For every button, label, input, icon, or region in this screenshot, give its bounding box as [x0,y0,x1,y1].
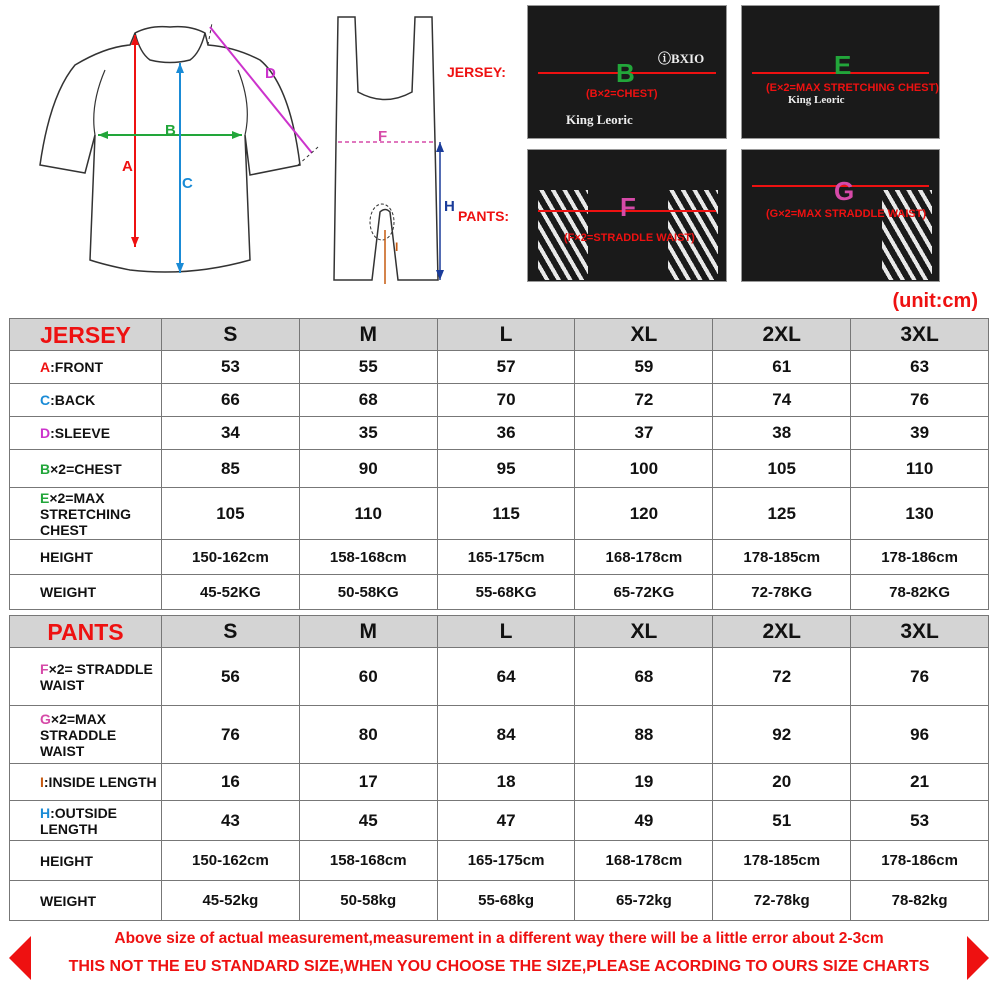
table-cell: 50-58kg [299,881,437,921]
measure-label: ×2= STRADDLE WAIST [40,660,153,693]
letter-i-label: I [395,240,399,254]
table-cell: 90 [299,450,437,488]
row-label [10,648,162,706]
size-header-l: L [437,616,575,648]
measure-key: I [40,774,44,790]
table-cell: 53 [851,801,989,841]
table-cell: 66 [162,384,300,417]
photo-letter-e: E [834,50,852,80]
pants-waist-photo [527,149,727,282]
table-cell: 76 [162,706,300,764]
measure-label: :INSIDE LENGTH [43,774,157,790]
table-row [10,450,989,488]
table-cell: 55-68KG [437,575,575,610]
table-cell: 50-58KG [299,575,437,610]
table-row [10,764,989,801]
row-label [10,801,162,841]
unit-label: (unit:cm) [892,290,978,312]
table-cell: 78-82KG [851,575,989,610]
row-label [10,841,162,881]
table-row [10,417,989,450]
jersey-outline-illustration [30,15,320,285]
jersey-header-row [10,319,989,351]
size-header-s: S [162,616,300,648]
table-cell: 65-72KG [575,575,713,610]
bib-outline-illustration [330,12,470,287]
table-cell: 72-78kg [713,881,851,921]
photo-caption-max-waist: (G×2=MAX STRADDLE WAIST) [766,208,927,220]
table-cell: 158-168cm [299,540,437,575]
table-cell: 150-162cm [162,540,300,575]
table-cell: 59 [575,351,713,384]
table-cell: 178-186cm [851,841,989,881]
measure-key: D [40,425,51,441]
table-cell: 18 [437,764,575,801]
size-header-3xl: 3XL [851,616,989,648]
pants-size-table [9,615,989,921]
table-cell: 120 [575,488,713,540]
table-cell: 74 [713,384,851,417]
letter-h-label: H [444,198,455,215]
table-cell: 16 [162,764,300,801]
size-header-2xl: 2XL [713,616,851,648]
table-cell: 21 [851,764,989,801]
row-label [10,575,162,610]
table-cell: 115 [437,488,575,540]
jersey-stretch-photo [741,5,940,139]
table-cell: 125 [713,488,851,540]
letter-a-label: A [122,158,133,175]
row-label [10,450,162,488]
right-arrow-icon [967,936,989,980]
pants-side-label: PANTS: [458,208,510,224]
table-cell: 72 [713,648,851,706]
size-header-l: L [437,319,575,351]
table-cell: 85 [162,450,300,488]
measurement-diagram [0,0,1000,290]
table-cell: 34 [162,417,300,450]
photo-caption-waist: (F×2=STRADDLE WAIST) [564,232,695,244]
table-cell: 49 [575,801,713,841]
table-row [10,648,989,706]
measure-label: HEIGHT [40,852,93,869]
table-cell: 168-178cm [575,841,713,881]
measure-key: A [40,359,51,375]
table-cell: 95 [437,450,575,488]
size-header-s: S [162,319,300,351]
measure-label: ×2=MAX STRADDLE WAIST [40,710,117,759]
table-cell: 47 [437,801,575,841]
table-cell: 88 [575,706,713,764]
table-row [10,841,989,881]
table-cell: 35 [299,417,437,450]
table-cell: 70 [437,384,575,417]
measure-key: C [40,392,51,408]
size-header-3xl: 3XL [851,319,989,351]
table-cell: 178-185cm [713,540,851,575]
brand-name-2: King Leoric [788,94,845,106]
measure-label: ×2=MAX STRETCHING CHEST [40,489,131,538]
table-row [10,706,989,764]
table-cell: 60 [299,648,437,706]
left-arrow-icon [9,936,31,980]
measure-key: B [40,460,51,477]
letter-c-label: C [182,175,193,192]
table-cell: 56 [162,648,300,706]
row-label [10,417,162,450]
table-cell: 61 [713,351,851,384]
table-cell: 55 [299,351,437,384]
measure-label: HEIGHT [40,549,93,565]
table-cell: 110 [299,488,437,540]
table-row [10,384,989,417]
table-cell: 45 [299,801,437,841]
table-cell: 38 [713,417,851,450]
table-cell: 63 [851,351,989,384]
table-cell: 45-52kg [162,881,300,921]
photo-letter-g: G [834,176,855,206]
table-cell: 64 [437,648,575,706]
jersey-chest-photo [527,5,727,139]
pants-header-row [10,616,989,648]
measure-key: F [40,660,49,677]
table-cell: 168-178cm [575,540,713,575]
measure-label: WEIGHT [40,584,96,600]
pants-max-waist-photo [741,149,940,282]
measure-label: ×2=CHEST [50,460,122,477]
row-label [10,706,162,764]
measure-key: E [40,489,50,506]
table-cell: 158-168cm [299,841,437,881]
table-cell: 19 [575,764,713,801]
table-row [10,540,989,575]
table-cell: 105 [713,450,851,488]
table-cell: 68 [575,648,713,706]
photo-letter-f: F [620,192,636,222]
photo-caption-chest: (B×2=CHEST) [586,88,658,100]
table-cell: 36 [437,417,575,450]
measure-label: WEIGHT [40,892,96,909]
row-label [10,488,162,540]
table-cell: 20 [713,764,851,801]
table-cell: 165-175cm [437,540,575,575]
letter-d-label: D [265,65,276,82]
table-cell: 78-82kg [851,881,989,921]
jersey-side-label: JERSEY: [447,64,506,80]
measure-label: :FRONT [50,359,104,375]
measure-label: :SLEEVE [50,425,111,441]
table-cell: 43 [162,801,300,841]
table-cell: 37 [575,417,713,450]
brand-name: King Leoric [566,112,633,127]
measure-label: :OUTSIDE LENGTH [40,804,118,837]
jersey-table-title: JERSEY [10,319,162,351]
photo-caption-stretch: (E×2=MAX STRETCHING CHEST) [766,82,939,94]
row-label [10,351,162,384]
table-cell: 76 [851,648,989,706]
row-label [10,764,162,801]
table-cell: 45-52KG [162,575,300,610]
size-header-m: M [299,319,437,351]
table-cell: 84 [437,706,575,764]
table-cell: 57 [437,351,575,384]
size-header-m: M [299,616,437,648]
table-cell: 150-162cm [162,841,300,881]
size-header-xl: XL [575,616,713,648]
table-cell: 92 [713,706,851,764]
table-cell: 105 [162,488,300,540]
table-cell: 51 [713,801,851,841]
measure-key: G [40,710,51,727]
row-label [10,881,162,921]
table-row [10,801,989,841]
table-cell: 68 [299,384,437,417]
size-header-2xl: 2XL [713,319,851,351]
table-cell: 72 [575,384,713,417]
letter-b-label: B [165,122,176,139]
table-cell: 96 [851,706,989,764]
size-header-xl: XL [575,319,713,351]
table-cell: 80 [299,706,437,764]
table-row [10,881,989,921]
table-row [10,488,989,540]
table-cell: 110 [851,450,989,488]
row-label [10,540,162,575]
letter-f-label: F [378,128,388,145]
table-cell: 76 [851,384,989,417]
table-cell: 165-175cm [437,841,575,881]
table-cell: 17 [299,764,437,801]
jersey-size-table [9,318,989,610]
table-cell: 100 [575,450,713,488]
footer-line-1: Above size of actual measurement,measurement in a different way there will be a little error about 2-3cm [114,930,884,947]
table-cell: 178-186cm [851,540,989,575]
measure-key: H [40,804,51,821]
table-cell: 178-185cm [713,841,851,881]
table-cell: 72-78KG [713,575,851,610]
pants-table-title: PANTS [10,616,162,648]
table-row [10,575,989,610]
measure-label: :BACK [50,392,96,408]
table-cell: 39 [851,417,989,450]
row-label [10,384,162,417]
footer-notice [9,924,989,990]
footer-line-2: THIS NOT THE EU STANDARD SIZE,WHEN YOU CHOOSE THE SIZE,PLEASE ACORDING TO OURS SIZE CHARTS [68,958,930,975]
table-cell: 53 [162,351,300,384]
table-cell: 130 [851,488,989,540]
table-cell: 65-72kg [575,881,713,921]
table-row [10,351,989,384]
table-cell: 55-68kg [437,881,575,921]
photo-letter-b: B [616,58,635,88]
brand-logo: ⓘBXIO [658,51,705,66]
